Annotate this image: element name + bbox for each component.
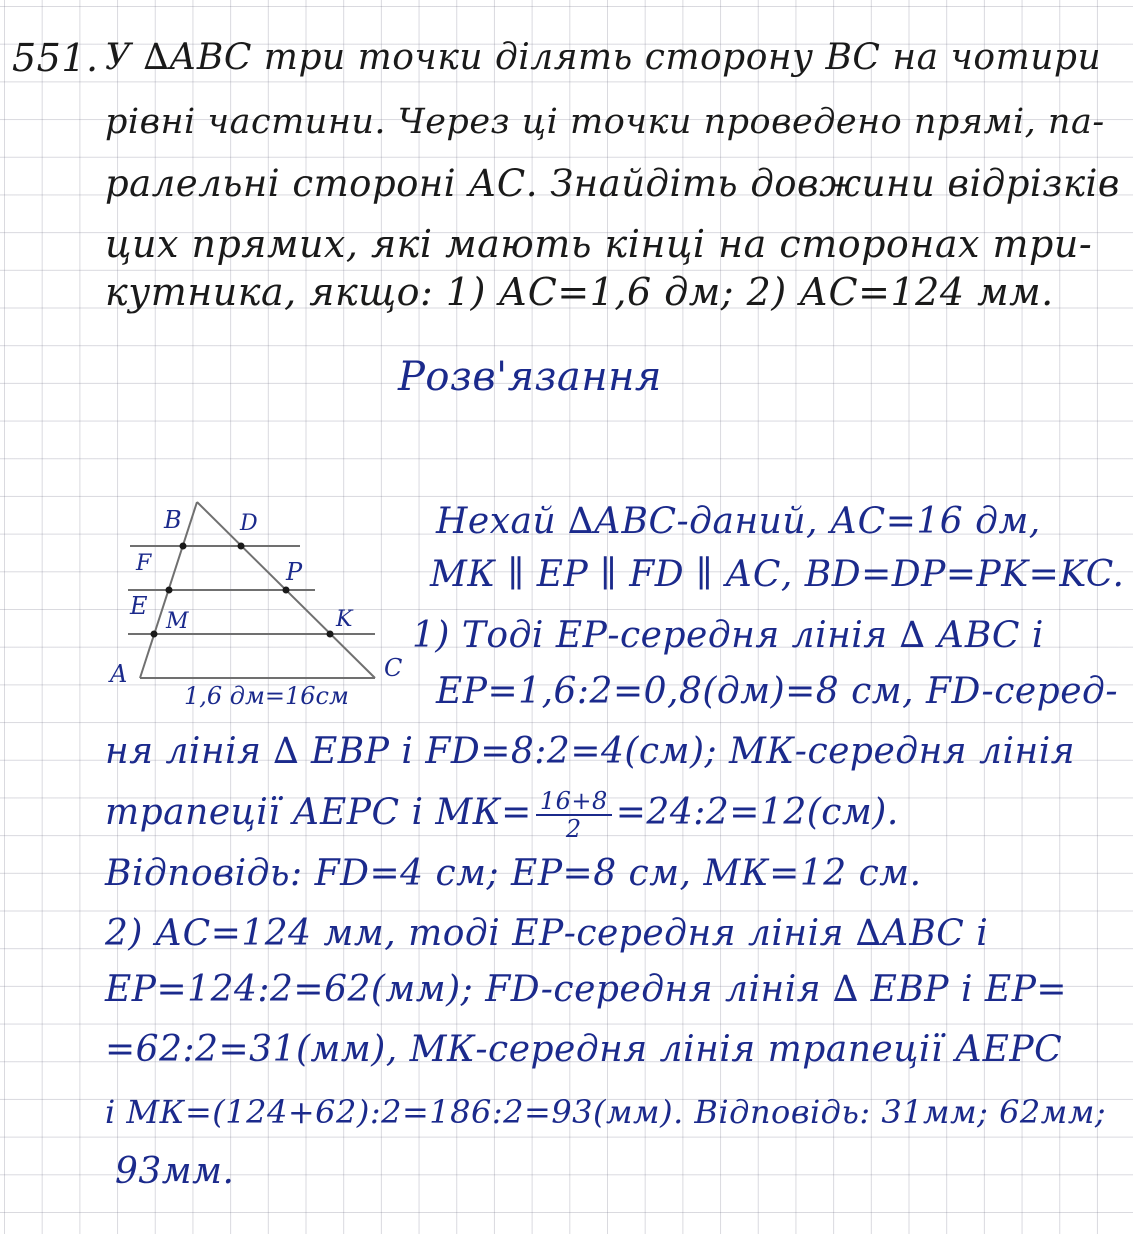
solution-intro-4: ЕР=1,6:2=0,8(дм)=8 см, FD-серед- xyxy=(436,671,1118,712)
solution-intro-1: Нехай ∆АВС-даний, АС=16 дм, xyxy=(436,501,1041,542)
label-f: F xyxy=(136,551,152,576)
label-e: E xyxy=(130,592,148,620)
solution-line-8: 2) АС=124 мм, тоді ЕР-середня лінія ∆АВС і xyxy=(105,913,989,954)
label-m: M xyxy=(166,609,189,634)
fraction-suffix: =24:2=12(см). xyxy=(615,792,899,833)
solution-line-9: ЕР=124:2=62(мм); FD-середня лінія ∆ ЕВР і ЕР= xyxy=(105,969,1068,1010)
label-c: C xyxy=(384,654,403,682)
fraction-prefix: трапеції АЕРС і МК= xyxy=(105,792,532,833)
fraction-numerator: 16+8 xyxy=(536,788,612,816)
base-label: 1,6 дм=16см xyxy=(184,682,349,710)
label-k: K xyxy=(336,607,353,632)
solution-line-5: ня лінія ∆ ЕВР і FD=8:2=4(см); МК-середня лінія xyxy=(105,731,1076,772)
solution-intro-3: 1) Тоді ЕР-середня лінія ∆ АВС і xyxy=(412,615,1044,656)
label-p: P xyxy=(286,558,303,586)
solution-line-10: =62:2=31(мм), МК-середня лінія трапеції АЕРС xyxy=(105,1029,1063,1070)
solution-line-11: і МК=(124+62):2=186:2=93(мм). Відповідь: 31мм; 62мм; xyxy=(105,1093,1107,1131)
answer-line-1: Відповідь: FD=4 см; ЕР=8 см, МК=12 см. xyxy=(105,853,922,894)
problem-line-3: ралельні стороні АС. Знайдіть довжини відрізків xyxy=(105,162,1120,205)
solution-intro-2: МК ∥ ЕР ∥ FD ∥ АС, BD=DP=PK=KC. xyxy=(430,554,1125,595)
problem-line-2: рівні частини. Через ці точки проведено прямі, па- xyxy=(105,102,1105,142)
fraction-denominator: 2 xyxy=(565,815,582,843)
problem-line-1: У ∆АВС три точки ділять сторону ВС на чотири xyxy=(105,37,1102,78)
problem-number: 551. xyxy=(12,36,99,80)
fraction xyxy=(536,788,612,842)
problem-line-5: кутника, якщо: 1) АС=1,6 дм; 2) АС=124 мм. xyxy=(105,270,1054,314)
triangle-figure xyxy=(100,490,403,720)
solution-heading: Розв'язання xyxy=(398,354,662,400)
label-d: D xyxy=(240,511,258,536)
label-b: B xyxy=(164,506,182,534)
label-a: A xyxy=(110,660,128,688)
problem-line-4: цих прямих, які мають кінці на сторонах три- xyxy=(105,222,1093,266)
solution-line-6 xyxy=(105,788,899,842)
answer-line-2: 93мм. xyxy=(115,1151,235,1192)
